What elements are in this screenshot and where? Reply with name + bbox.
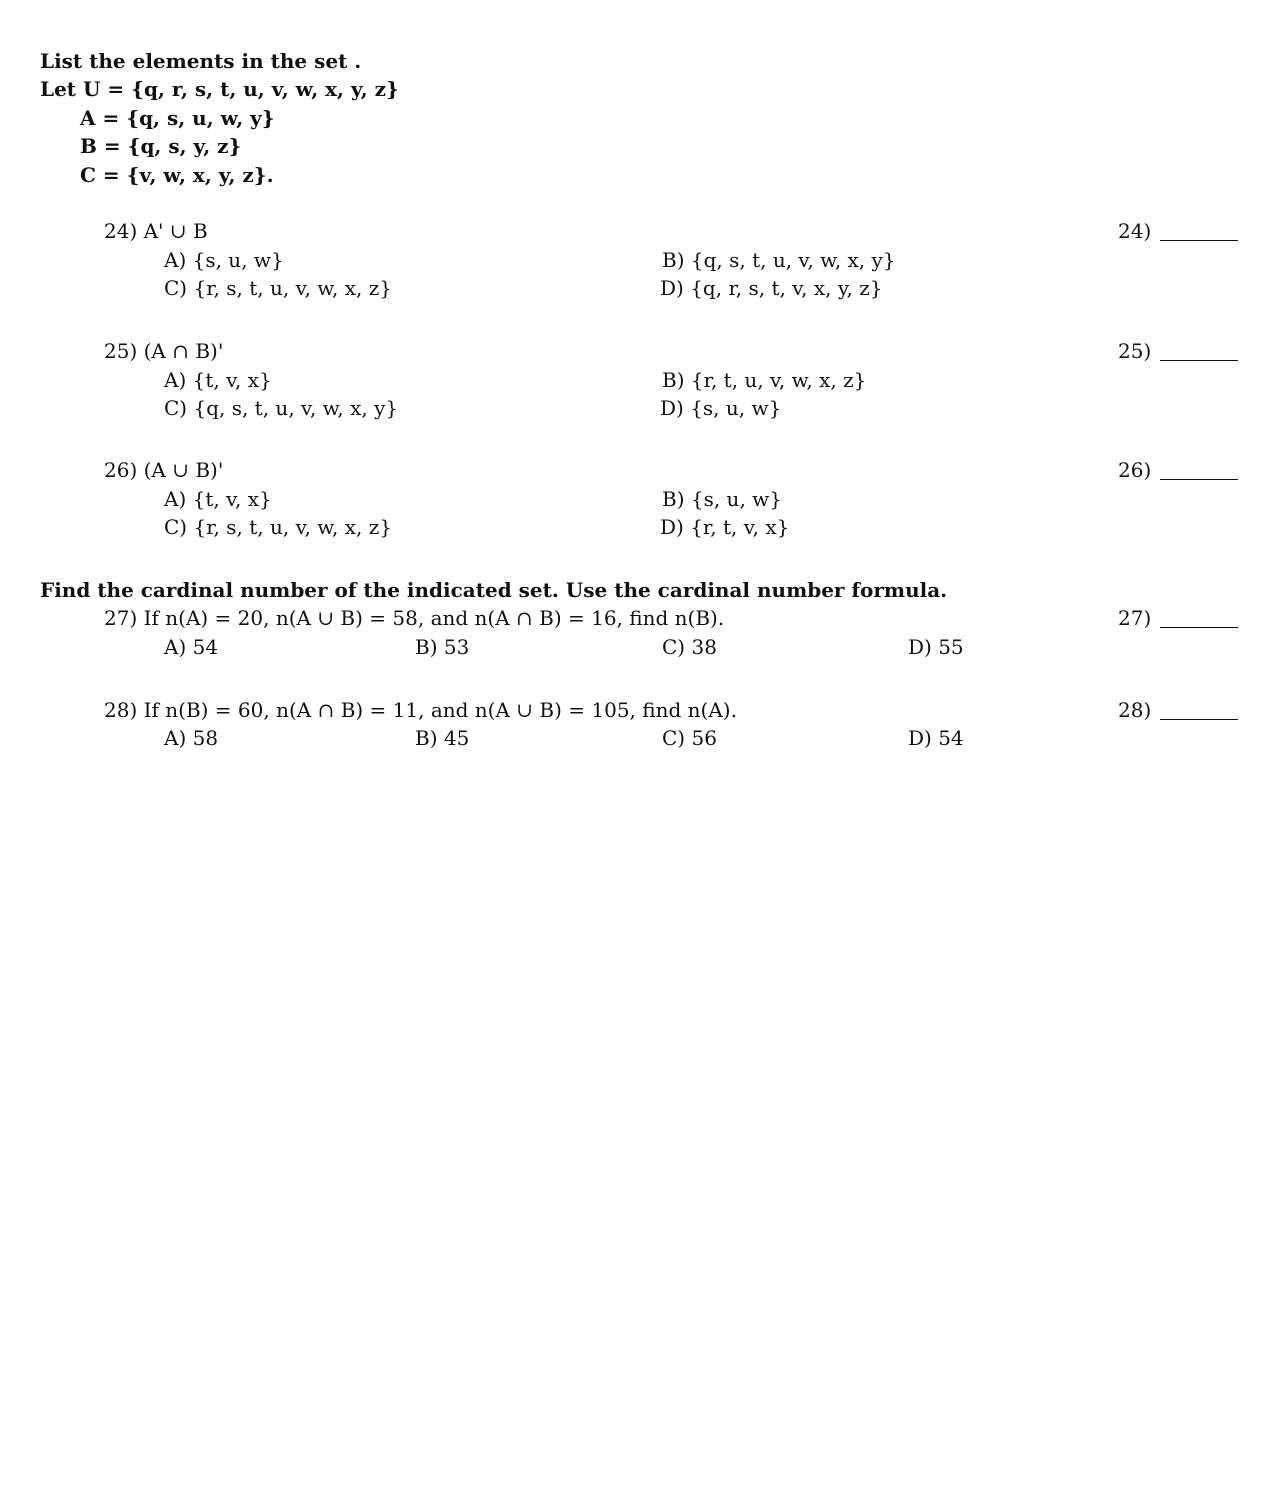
question-prompt: 26) (A ∪ B)' — [104, 458, 224, 482]
option-b: B) 53 — [415, 635, 470, 659]
option-b: B) {q, s, t, u, v, w, x, y} — [662, 248, 896, 272]
answer-blank[interactable] — [1160, 479, 1238, 480]
question-prompt: 28) If n(B) = 60, n(A ∩ B) = 11, and n(A ∪ B) = 105, find n(A). — [104, 698, 737, 722]
option-d: D) 55 — [908, 635, 964, 659]
question-prompt: 24) A' ∪ B — [104, 219, 208, 243]
question-prompt: 25) (A ∩ B)' — [104, 339, 224, 363]
option-b: B) 45 — [415, 726, 470, 750]
answer-blank[interactable] — [1160, 627, 1238, 628]
answer-blank[interactable] — [1160, 360, 1238, 361]
section-heading: Find the cardinal number of the indicated set. Use the cardinal number formula. — [40, 578, 948, 602]
option-b: B) {r, t, u, v, w, x, z} — [662, 368, 867, 392]
option-c: C) {r, s, t, u, v, w, x, z} — [164, 515, 392, 539]
answer-number: 28) — [1118, 698, 1152, 722]
question-prompt: 27) If n(A) = 20, n(A ∪ B) = 58, and n(A ∩ B) = 16, find n(B). — [104, 606, 725, 630]
option-a: A) {t, v, x} — [164, 368, 272, 392]
option-d: D) {q, r, s, t, v, x, y, z} — [660, 276, 883, 300]
option-b: B) {s, u, w} — [662, 487, 782, 511]
option-a: A) 54 — [164, 635, 219, 659]
option-d: D) {r, t, v, x} — [660, 515, 790, 539]
option-a: A) {t, v, x} — [164, 487, 272, 511]
option-c: C) 38 — [662, 635, 717, 659]
universe-definition: Let U = {q, r, s, t, u, v, w, x, y, z} — [40, 77, 399, 101]
option-d: D) {s, u, w} — [660, 396, 782, 420]
answer-number: 25) — [1118, 339, 1152, 363]
option-c: C) {r, s, t, u, v, w, x, z} — [164, 276, 392, 300]
answer-number: 26) — [1118, 458, 1152, 482]
section-heading: List the elements in the set . — [40, 49, 362, 73]
option-a: A) {s, u, w} — [164, 248, 284, 272]
answer-blank[interactable] — [1160, 240, 1238, 241]
option-d: D) 54 — [908, 726, 964, 750]
set-a-definition: A = {q, s, u, w, y} — [80, 106, 275, 130]
answer-number: 27) — [1118, 606, 1152, 630]
answer-blank[interactable] — [1160, 719, 1238, 720]
answer-number: 24) — [1118, 219, 1152, 243]
option-a: A) 58 — [164, 726, 219, 750]
set-c-definition: C = {v, w, x, y, z}. — [80, 163, 274, 187]
option-c: C) {q, s, t, u, v, w, x, y} — [164, 396, 399, 420]
option-c: C) 56 — [662, 726, 717, 750]
set-b-definition: B = {q, s, y, z} — [80, 134, 242, 158]
